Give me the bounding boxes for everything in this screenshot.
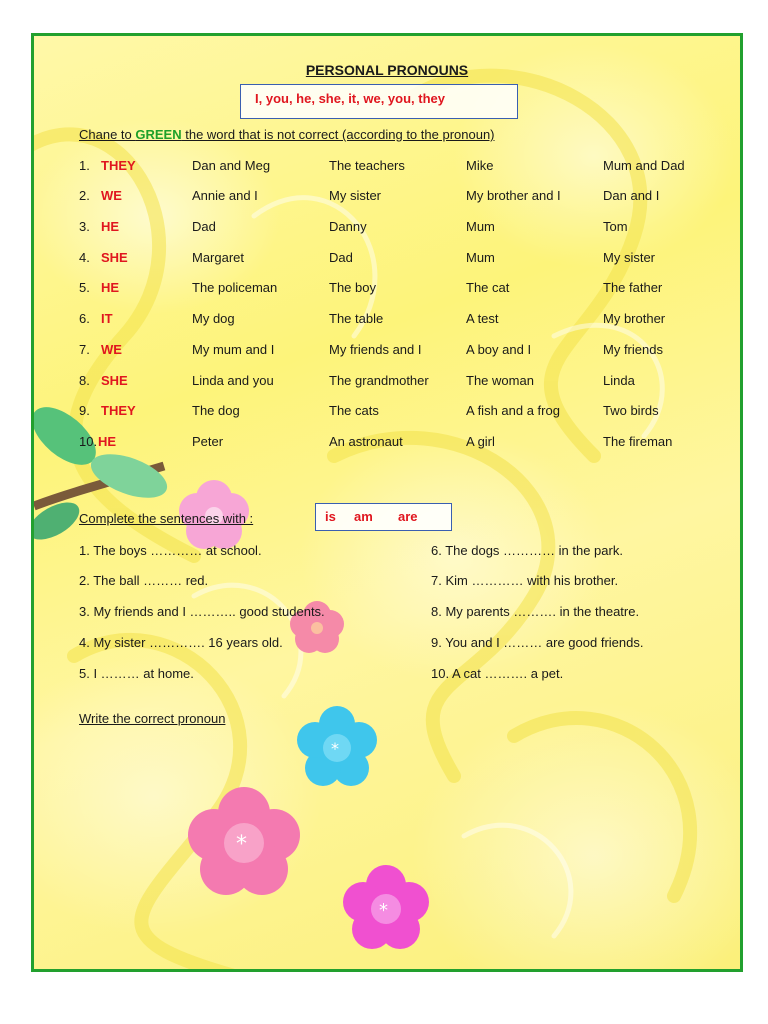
row-number: 3. [79,219,90,234]
option-word[interactable]: Annie and I [192,188,258,203]
pronoun-row [34,342,740,362]
pronoun-row [34,280,740,300]
sentence-item: 5. I ……… at home. [79,666,194,681]
row-pronoun: HE [98,434,117,449]
row-number: 4. [79,250,90,265]
option-word[interactable]: My brother and I [466,188,561,203]
option-word[interactable]: A boy and I [466,342,532,357]
verb-choices-box [315,503,452,531]
row-pronoun: HE [101,280,120,295]
option-word[interactable]: The policeman [192,280,278,295]
option-word[interactable]: Mike [466,158,494,173]
sentence-item: 6. The dogs ………… in the park. [431,543,623,558]
page-title: PERSONAL PRONOUNS [305,62,469,78]
flower-pink-large [188,787,300,895]
row-number: 8. [79,373,90,388]
pronoun-list: I, you, he, she, it, we, you, they [255,91,445,106]
option-word[interactable]: The father [603,280,663,295]
row-pronoun: THEY [101,403,136,418]
sentence-item: 1. The boys ………… at school. [79,543,262,558]
option-word[interactable]: An astronaut [329,434,403,449]
row-pronoun: HE [101,219,120,234]
pronoun-row [34,403,740,423]
row-number: 6. [79,311,90,326]
option-word[interactable]: Dan and I [603,188,660,203]
row-number: 1. [79,158,90,173]
complete-sentences-heading: Complete the sentences with : [79,511,254,526]
option-word[interactable]: Peter [192,434,224,449]
pronoun-row [34,158,740,178]
option-word[interactable]: Mum [466,219,495,234]
option-word[interactable]: My sister [329,188,381,203]
pronoun-list-box [240,84,518,119]
instruction-text-end: the word that is not correct (according to the pronoun) [181,127,495,142]
row-number: 5. [79,280,90,295]
sentence-item: 4. My sister …………. 16 years old. [79,635,283,650]
verb-is: is [325,509,336,524]
option-word[interactable]: Two birds [603,403,659,418]
worksheet [31,33,743,972]
row-pronoun: WE [101,342,122,357]
svg-text:*: * [331,739,339,758]
row-pronoun: WE [101,188,122,203]
row-number: 10. [79,434,98,449]
option-word[interactable]: The woman [466,373,534,388]
write-pronoun-heading: Write the correct pronoun [79,711,226,726]
sentence-item: 7. Kim ………… with his brother. [431,573,619,588]
row-number: 7. [79,342,90,357]
instruction-green-word: GREEN [135,127,182,142]
option-word[interactable]: Mum and Dad [603,158,685,173]
pronoun-row [34,188,740,208]
verb-are: are [398,509,418,524]
sentence-item: 9. You and I ……… are good friends. [431,635,644,650]
option-word[interactable]: My brother [603,311,666,326]
option-word[interactable]: Mum [466,250,495,265]
option-word[interactable]: My sister [603,250,655,265]
sentence-item: 8. My parents ………. in the theatre. [431,604,640,619]
option-word[interactable]: Linda and you [192,373,274,388]
option-word[interactable]: Dad [192,219,216,234]
option-word[interactable]: Margaret [192,250,245,265]
option-word[interactable]: The boy [329,280,376,295]
svg-text:*: * [236,832,247,857]
option-word[interactable]: The cat [466,280,510,295]
pronoun-row [34,219,740,239]
option-word[interactable]: Linda [603,373,635,388]
instruction-heading [79,127,495,142]
option-word[interactable]: My mum and I [192,342,275,357]
svg-text:*: * [379,900,388,921]
option-word[interactable]: The table [329,311,384,326]
option-word[interactable]: My dog [192,311,235,326]
option-word[interactable]: The grandmother [329,373,429,388]
flower-magenta [343,865,429,949]
sentence-item: 10. A cat ………. a pet. [431,666,564,681]
pronoun-row [34,311,740,331]
option-word[interactable]: My friends and I [329,342,422,357]
sentence-item: 2. The ball ……… red. [79,573,209,588]
option-word[interactable]: A fish and a frog [466,403,560,418]
flower-blue [297,706,377,786]
pronoun-row [34,434,740,454]
option-word[interactable]: A test [466,311,499,326]
row-number: 2. [79,188,90,203]
option-word[interactable]: Tom [603,219,628,234]
row-pronoun: THEY [101,158,136,173]
option-word[interactable]: The dog [192,403,240,418]
option-word[interactable]: The fireman [603,434,673,449]
option-word[interactable]: The cats [329,403,379,418]
verb-am: am [354,509,373,524]
option-word[interactable]: Dad [329,250,353,265]
pronoun-row [34,373,740,393]
option-word[interactable]: Danny [329,219,367,234]
option-word[interactable]: Dan and Meg [192,158,271,173]
sentence-item: 3. My friends and I ……….. good students. [79,604,325,619]
row-pronoun: SHE [101,373,128,388]
option-word[interactable]: A girl [466,434,495,449]
row-pronoun: IT [101,311,113,326]
option-word[interactable]: My friends [603,342,663,357]
instruction-text-start: Chane to [79,127,136,142]
row-number: 9. [79,403,90,418]
pronoun-row [34,250,740,270]
option-word[interactable]: The teachers [329,158,405,173]
row-pronoun: SHE [101,250,128,265]
